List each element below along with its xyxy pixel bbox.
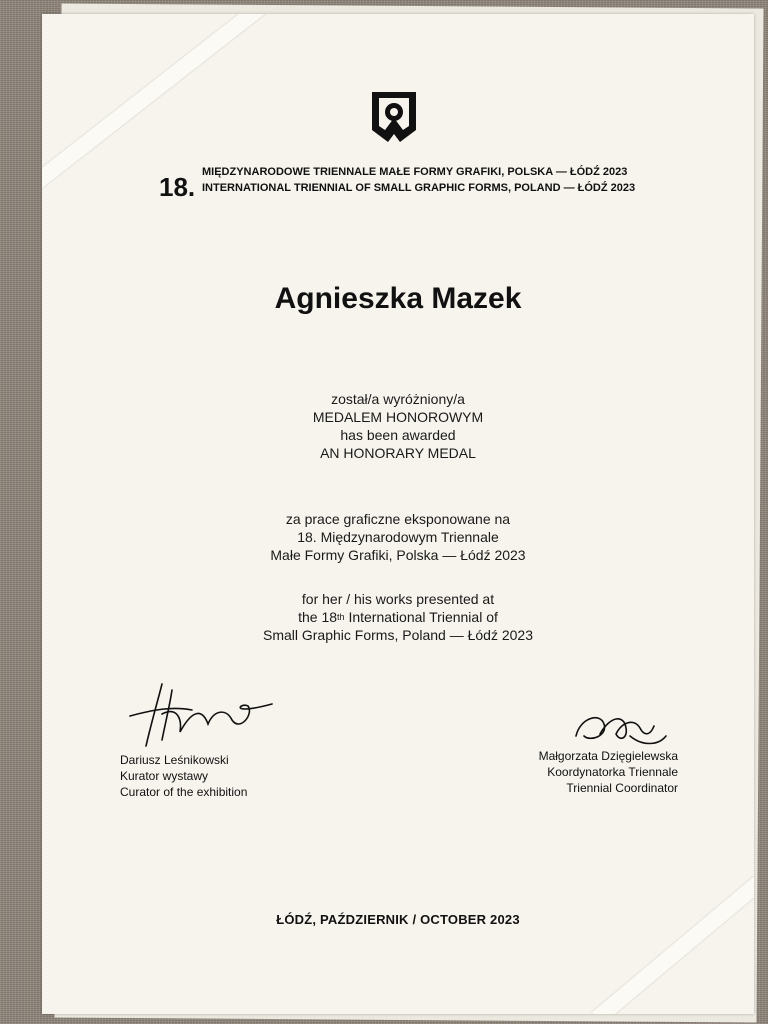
- works-text-en: [42, 590, 754, 644]
- works-pl-line: 18. Międzynarodowym Triennale: [297, 529, 499, 545]
- corner-ribbon-top-left: [42, 14, 275, 191]
- works-en-line: for her / his works presented at: [301, 591, 495, 607]
- award-text: [42, 390, 754, 462]
- award-line: AN HONORARY MEDAL: [320, 445, 476, 461]
- coordinator-name: Małgorzata Dzięgielewska: [538, 749, 678, 763]
- curator-signature-block: [120, 752, 247, 800]
- recipient-name: Agnieszka Mazek: [274, 282, 522, 315]
- coordinator-role-pl: Koordynatorka Triennale: [547, 765, 678, 779]
- works-en-prefix: the 18: [298, 609, 338, 625]
- coordinator-role-en: Triennial Coordinator: [566, 781, 678, 795]
- signature-icon: [570, 706, 670, 752]
- ordinal-suffix: th: [337, 612, 345, 622]
- award-line: has been awarded: [340, 427, 456, 443]
- edition-number: 18.: [159, 172, 196, 202]
- curator-role-en: Curator of the exhibition: [120, 785, 248, 799]
- works-en-line: Small Graphic Forms, Poland — Łódź 2023: [262, 627, 533, 643]
- works-pl-line: za prace graficzne eksponowane na: [285, 511, 511, 527]
- works-en-line: [42, 608, 754, 626]
- place-date: ŁÓDŹ, PAŹDZIERNIK / OCTOBER 2023: [276, 912, 520, 927]
- triennial-title-en: INTERNATIONAL TRIENNIAL OF SMALL GRAPHIC FORMS, POLAND — ŁÓDŹ 2023: [202, 182, 636, 194]
- works-text-pl: [42, 510, 754, 564]
- triennial-title-pl: MIĘDZYNARODOWE TRIENNALE MAŁE FORMY GRAFIKI, POLSKA — ŁÓDŹ 2023: [202, 166, 628, 178]
- award-line: MEDALEM HONOROWYM: [312, 409, 484, 425]
- certificate: [42, 14, 754, 1014]
- triennial-logo-icon: [370, 90, 418, 144]
- signature-icon: [122, 680, 282, 750]
- works-pl-line: Małe Formy Grafiki, Polska — Łódź 2023: [270, 547, 526, 563]
- curator-name: Dariusz Leśnikowski: [120, 753, 229, 767]
- works-en-suffix: International Triennial of: [344, 609, 498, 625]
- coordinator-signature-block: [539, 748, 678, 796]
- award-line: został/a wyróżniony/a: [331, 391, 465, 407]
- curator-role-pl: Kurator wystawy: [120, 769, 209, 783]
